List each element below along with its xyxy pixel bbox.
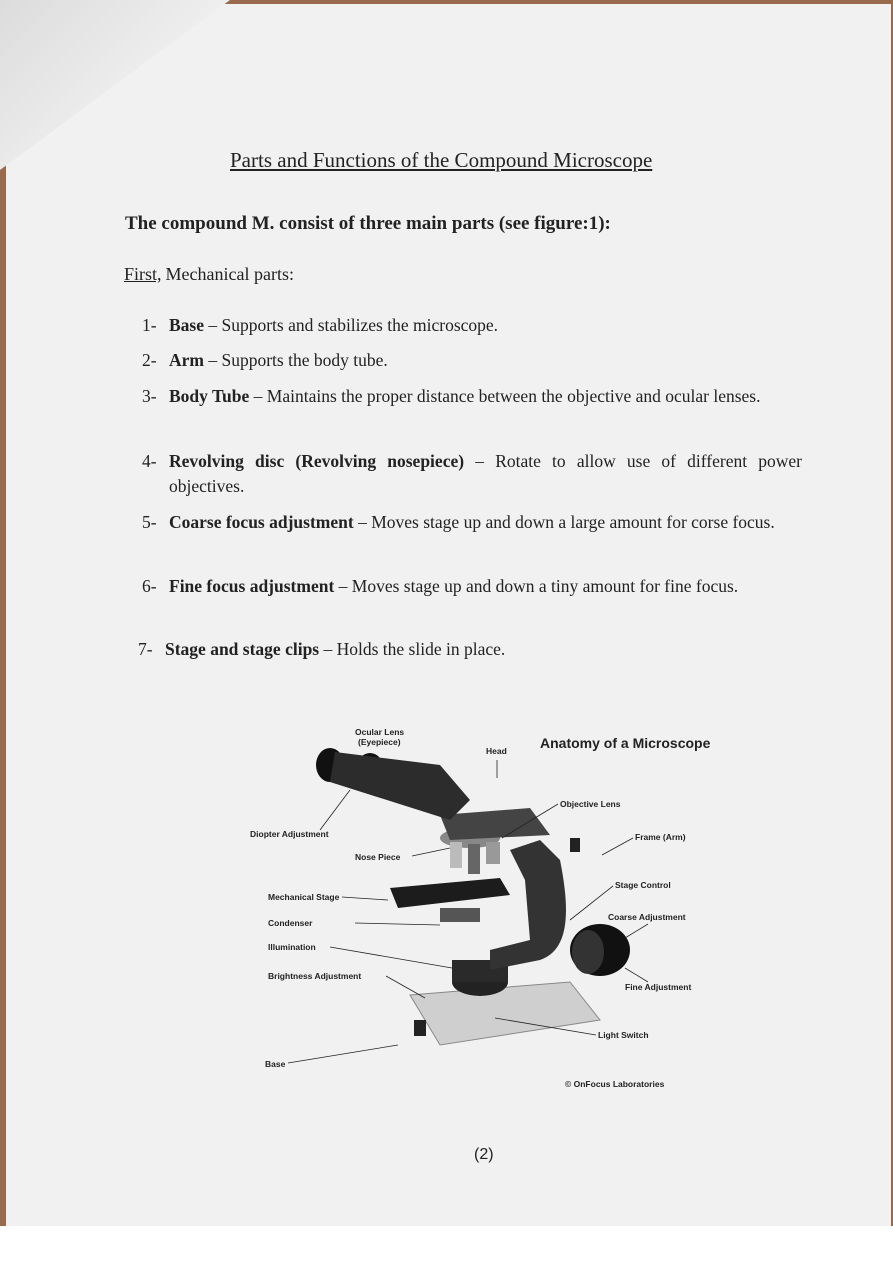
item-number: 5- — [142, 512, 157, 532]
label-frame: Frame (Arm) — [635, 832, 686, 842]
label-coarse: Coarse Adjustment — [608, 912, 686, 922]
item-number: 7- — [138, 639, 153, 659]
item-term: Fine focus adjustment — [169, 576, 335, 596]
leader-coarse — [625, 924, 648, 938]
binocular-body — [330, 752, 470, 820]
item-term: Stage and stage clips — [165, 639, 320, 659]
label-fine: Fine Adjustment — [625, 982, 692, 992]
item-term: Coarse focus adjustment — [169, 512, 354, 532]
section-text: Mechanical parts: — [165, 264, 294, 284]
leader-condenser — [355, 923, 440, 925]
label-mechanical-stage: Mechanical Stage — [268, 892, 340, 902]
label-diopter: Diopter Adjustment — [250, 829, 329, 839]
label-stage-control: Stage Control — [615, 880, 671, 890]
item-number: 6- — [142, 576, 157, 596]
label-condenser: Condenser — [268, 918, 313, 928]
fine-knob — [572, 930, 604, 974]
objective-1 — [450, 842, 462, 868]
label-illumination: Illumination — [268, 942, 316, 952]
leader-base — [288, 1045, 398, 1063]
leader-frame — [602, 838, 633, 855]
list-item — [138, 637, 802, 662]
leader-brightness — [386, 976, 425, 998]
list-item — [142, 348, 802, 373]
item-text: Supports and stabilizes the microscope. — [221, 315, 499, 335]
microscope-figure — [240, 720, 720, 1100]
label-light-switch: Light Switch — [598, 1030, 649, 1040]
leader-illumination — [330, 947, 452, 968]
frame-arm-shape — [490, 840, 566, 970]
objective-2 — [468, 844, 480, 874]
list-item — [142, 449, 802, 499]
section-label: First, — [124, 264, 162, 284]
bottom-margin — [0, 1226, 893, 1263]
item-text: Maintains the proper distance between the objective and ocular lenses. — [266, 386, 761, 406]
leader-nose — [412, 848, 450, 856]
item-dash: – — [475, 451, 484, 471]
item-term: Arm — [169, 350, 204, 370]
leader-diopter — [320, 790, 350, 830]
leader-fine — [625, 968, 648, 982]
item-dash: – — [323, 639, 333, 659]
condenser-shape — [440, 908, 480, 922]
label-head: Head — [486, 746, 507, 756]
item-dash: – — [253, 386, 263, 406]
item-text: Rotate to allow use of different power objectives. — [169, 451, 803, 496]
figure-credit: © OnFocus Laboratories — [565, 1079, 665, 1089]
item-number: 1- — [142, 315, 157, 335]
stage-shape — [390, 878, 510, 908]
item-text: Holds the slide in place. — [336, 639, 506, 659]
microscope-base-shape — [410, 982, 600, 1045]
list-item — [142, 384, 802, 409]
base-tag — [414, 1020, 426, 1036]
intro-sentence: The compound M. consist of three main parts (see figure:1): — [125, 213, 611, 234]
item-number: 2- — [142, 350, 157, 370]
label-nose-piece: Nose Piece — [355, 852, 401, 862]
item-term: Base — [169, 315, 204, 335]
label-eyepiece: (Eyepiece) — [358, 737, 401, 747]
leader-stage-control — [570, 886, 613, 920]
item-term: Revolving disc (Revolving nosepiece) — [169, 451, 465, 471]
microscope-diagram — [240, 720, 720, 1100]
label-base: Base — [265, 1059, 286, 1069]
item-dash: – — [208, 350, 218, 370]
page-title: Parts and Functions of the Compound Microscope — [230, 148, 653, 172]
item-dash: – — [358, 512, 367, 532]
item-dash: – — [338, 576, 348, 596]
item-term: Body Tube — [169, 386, 250, 406]
item-text: Supports the body tube. — [221, 350, 388, 370]
list-item — [142, 510, 802, 535]
list-item — [142, 574, 802, 599]
label-ocular-lens: Ocular Lens — [355, 727, 405, 737]
frame-tag — [570, 838, 580, 852]
section-heading — [124, 264, 294, 285]
figure-title: Anatomy of a Microscope — [540, 735, 711, 751]
item-text: Moves stage up and down a large amount for corse focus. — [371, 512, 775, 532]
leader-mechanical-stage — [342, 897, 388, 900]
label-objective-lens: Objective Lens — [560, 799, 621, 809]
item-text: Moves stage up and down a tiny amount for fine focus. — [351, 576, 739, 596]
item-dash: – — [208, 315, 218, 335]
page-number: (2) — [474, 1146, 494, 1163]
item-number: 3- — [142, 386, 157, 406]
list-item — [142, 313, 802, 338]
objective-3 — [486, 842, 500, 864]
label-brightness: Brightness Adjustment — [268, 971, 362, 981]
item-number: 4- — [142, 451, 157, 471]
